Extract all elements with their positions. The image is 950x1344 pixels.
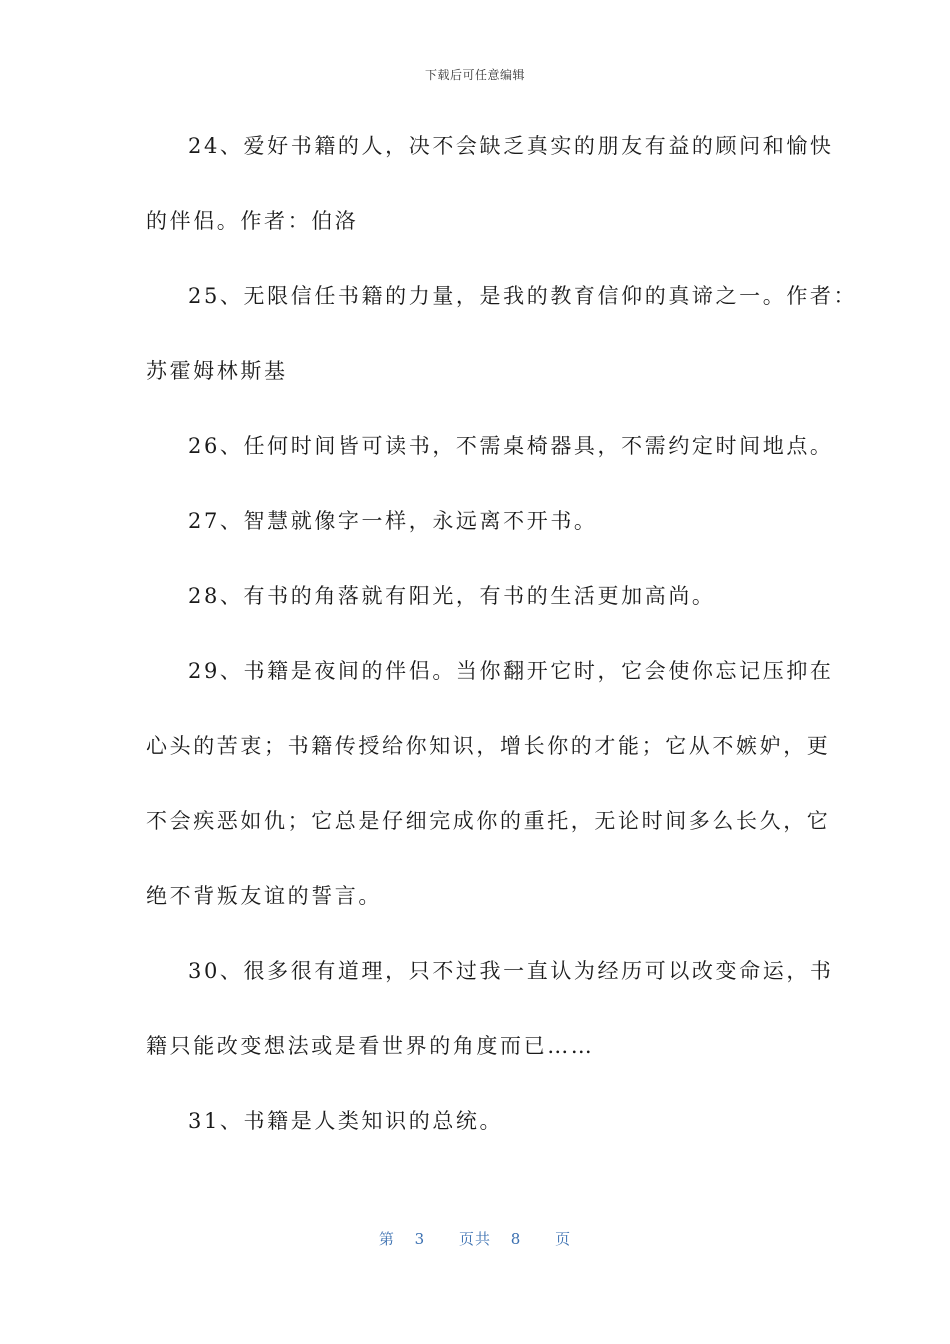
page-footer xyxy=(0,1228,950,1249)
text-line: 30、很多很有道理，只不过我一直认为经历可以改变命运，书 xyxy=(188,959,834,983)
text-line: 的伴侣。作者：伯洛 xyxy=(146,209,359,233)
text-line: 26、任何时间皆可读书，不需桌椅器具，不需约定时间地点。 xyxy=(188,434,834,458)
text-line: 籍只能改变想法或是看世界的角度而已…… xyxy=(146,1034,595,1058)
text-line: 绝不背叛友谊的誓言。 xyxy=(146,884,382,908)
footer-total-pages: 8 xyxy=(510,1230,522,1248)
text-line: 25、无限信任书籍的力量，是我的教育信仰的真谛之一。作者： xyxy=(188,284,858,308)
footer-suffix: 页 xyxy=(555,1230,572,1248)
footer-middle: 页共 xyxy=(458,1230,491,1248)
footer-prefix: 第 xyxy=(378,1230,395,1248)
text-line: 27、智慧就像字一样，永远离不开书。 xyxy=(188,509,598,533)
text-line: 29、书籍是夜间的伴侣。当你翻开它时，它会使你忘记压抑在 xyxy=(188,659,834,683)
text-line: 28、有书的角落就有阳光，有书的生活更加高尚。 xyxy=(188,584,716,608)
footer-current-page: 3 xyxy=(414,1230,426,1248)
text-line: 不会疾恶如仇；它总是仔细完成你的重托，无论时间多么长久，它 xyxy=(146,809,831,833)
text-line: 24、爱好书籍的人，决不会缺乏真实的朋友有益的顾问和愉快 xyxy=(188,134,834,158)
body-text xyxy=(146,124,858,1174)
text-line: 心头的苦衷；书籍传授给你知识，增长你的才能；它从不嫉妒，更 xyxy=(146,734,831,758)
text-line: 31、书籍是人类知识的总统。 xyxy=(188,1109,504,1133)
page-header: 下载后可任意编辑 xyxy=(424,68,525,82)
text-line: 苏霍姆林斯基 xyxy=(146,359,288,383)
